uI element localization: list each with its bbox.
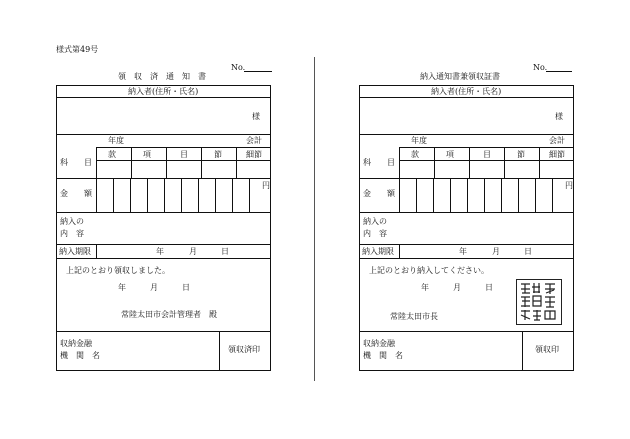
statement: 上記のとおり納入してください。 [369,266,489,275]
serial-no-line [244,71,272,72]
bank-label-2: 機 関 名 [363,351,403,360]
deadline-day: 日 [221,247,229,256]
deadline-day: 日 [524,247,532,256]
fiscal-year-label: 年度 [411,136,427,145]
deadline-label: 納入期限 [362,247,394,256]
deadline-year: 年 [156,247,164,256]
account-label: 会計 [549,136,565,145]
col-setsu: 節 [214,150,222,159]
yen-label: 円 [262,181,270,190]
stamp-label: 領収印 [535,345,559,354]
deadline-month: 月 [189,247,197,256]
category-label: 科 目 [363,158,395,167]
serial-no-label: No. [231,63,246,72]
official-seal [516,279,562,325]
center-divider [314,57,315,381]
sama-label: 様 [252,112,260,121]
category-label: 科 目 [60,158,92,167]
form-frame [359,85,574,371]
amount-label: 金 額 [363,189,395,198]
date-month: 月 [150,283,158,292]
form-frame [56,85,271,371]
form-title: 納入通知書兼領収証書 [420,72,500,81]
bank-label-2: 機 関 名 [60,351,100,360]
yen-label: 円 [565,181,573,190]
serial-no-line [546,71,572,72]
seal-icon [517,280,560,323]
sama-label: 様 [555,112,563,121]
content-label-2: 内 容 [363,229,387,238]
serial-no-label: No. [533,63,548,72]
account-label: 会計 [246,136,262,145]
col-kou: 項 [143,150,151,159]
deadline-label: 納入期限 [59,247,91,256]
payer-header: 納入者(住所・氏名) [431,87,502,96]
col-saisetsu: 細節 [246,150,262,159]
stamp-label: 領収済印 [228,345,260,354]
col-kou: 項 [446,150,454,159]
deadline-month: 月 [492,247,500,256]
form-title: 領 収 済 通 知 書 [118,72,206,81]
statement: 上記のとおり領収しました。 [66,266,170,275]
payer-header: 納入者(住所・氏名) [128,87,199,96]
date-month: 月 [453,283,461,292]
col-kan: 款 [108,150,116,159]
content-label-1: 納入の [60,217,84,226]
fiscal-year-label: 年度 [108,136,124,145]
col-saisetsu: 細節 [549,150,565,159]
issuer: 常陸太田市会計管理者 殿 [121,310,217,319]
col-moku: 目 [180,150,188,159]
deadline-year: 年 [459,247,467,256]
issuer: 常陸太田市長 [390,312,438,321]
form-number: 様式第49号 [56,45,99,54]
amount-label: 金 額 [60,189,92,198]
col-kan: 款 [411,150,419,159]
date-day: 日 [182,283,190,292]
date-day: 日 [485,283,493,292]
bank-label-1: 収納金融 [363,339,395,348]
content-label-2: 内 容 [60,229,84,238]
bank-label-1: 収納金融 [60,339,92,348]
date-year: 年 [421,283,429,292]
date-year: 年 [118,283,126,292]
col-moku: 目 [483,150,491,159]
content-label-1: 納入の [363,217,387,226]
col-setsu: 節 [517,150,525,159]
